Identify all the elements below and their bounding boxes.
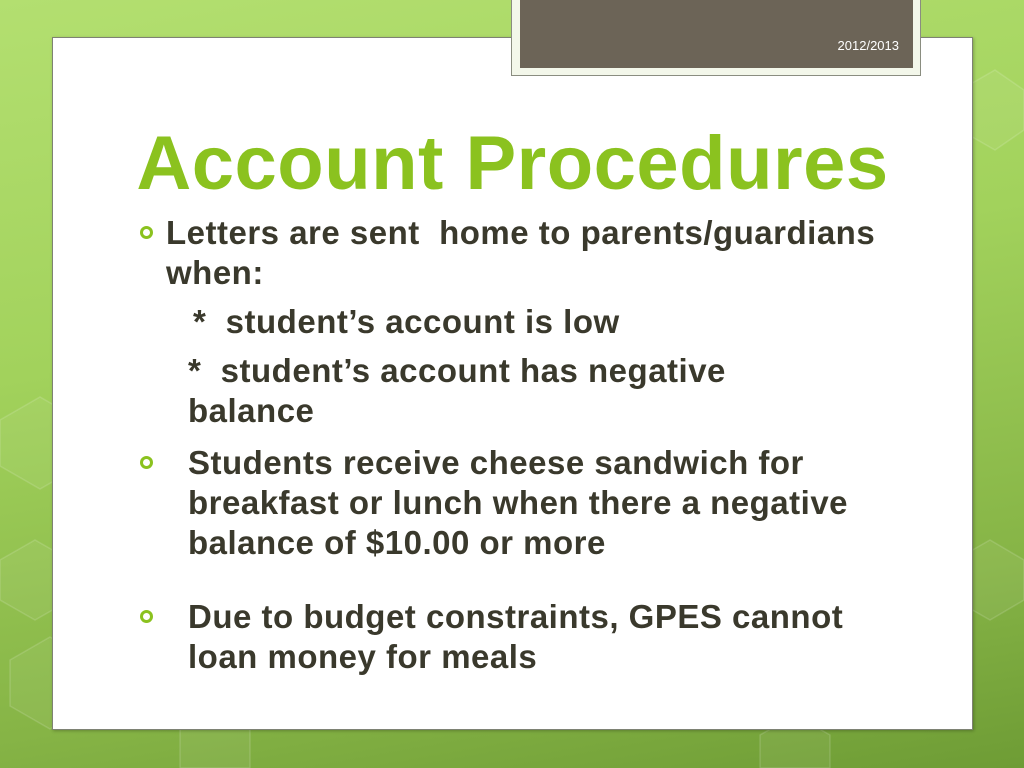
sub-item-line: * student’s account is low [193,303,620,340]
circle-bullet-icon [140,456,153,469]
bullet-line: Letters are sent home to parents/guardians [166,214,876,251]
bullet-item-budget [188,597,843,677]
bullet-line: balance of $10.00 or more [188,524,606,561]
circle-bullet-icon [140,610,153,623]
header-tab [520,0,913,68]
bullet-line: when: [166,254,264,291]
bullet-line: loan money for meals [188,638,538,675]
bullet-line: Due to budget constraints, GPES cannot [188,598,844,635]
slide-title: Account Procedures [136,121,889,206]
circle-bullet-icon [140,226,153,239]
sub-item-negative-balance [188,351,726,431]
sub-item-line: * student’s account has negative [188,352,726,389]
sub-item-account-low [193,302,620,342]
bullet-line: Students receive cheese sandwich for [188,444,804,481]
sub-item-line: balance [188,392,315,429]
date-label: 2012/2013 [837,38,899,53]
bullet-item-cheese-sandwich [188,443,848,563]
bullet-item-letters [166,213,875,293]
bullet-line: breakfast or lunch when there a negative [188,484,849,521]
